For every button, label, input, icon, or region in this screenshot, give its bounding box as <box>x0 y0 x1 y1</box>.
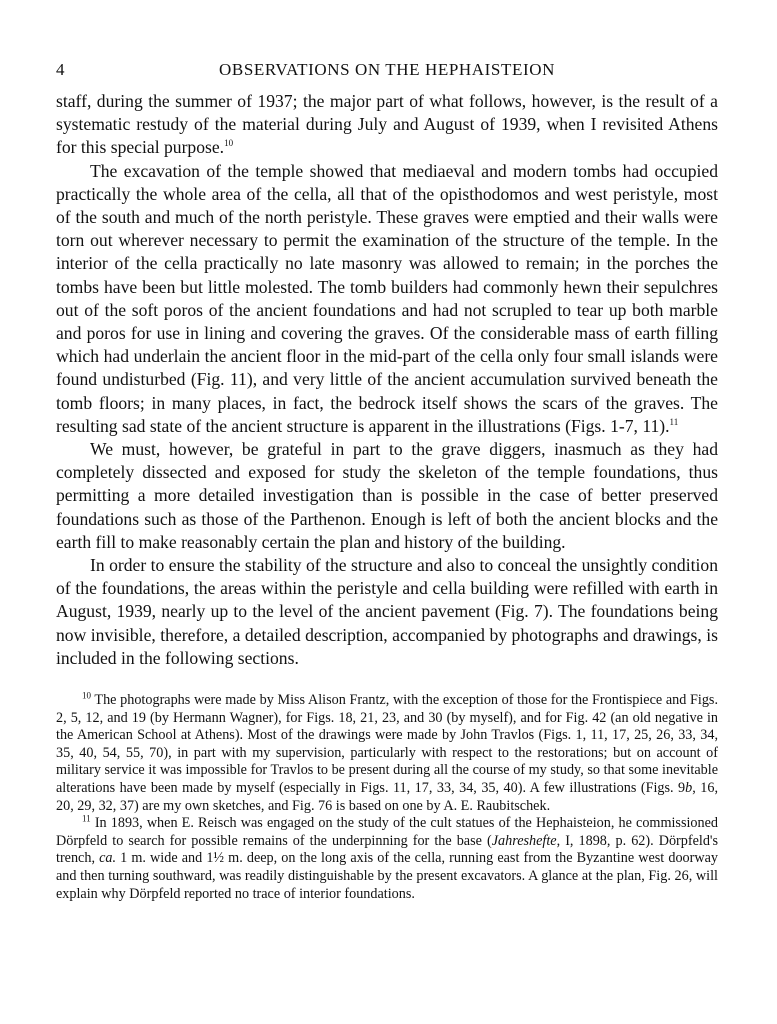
paragraph-4 <box>56 554 718 670</box>
footnote-10-italic: b <box>685 780 693 797</box>
page-number: 4 <box>56 60 66 79</box>
footnote-ref-11[interactable]: 11 <box>669 416 679 427</box>
footnote-11-text-cont: , I, 1898, p. 62). Dörpfeld's trench, <box>56 832 718 867</box>
paragraph-1 <box>56 90 718 160</box>
paragraph-2 <box>56 160 718 438</box>
running-head <box>56 60 718 90</box>
footnote-11-marker: 11 <box>82 813 91 824</box>
footnote-11-journal-title: Jahreshefte <box>491 832 557 849</box>
body-text <box>56 90 718 670</box>
footnote-ref-10[interactable]: 10 <box>224 138 234 149</box>
footnote-10 <box>56 692 718 815</box>
footnote-11-text-end: 1 m. wide and 1½ m. deep, on the long axis of the cella, running east from the Byzantine west doorway and then turning southward, was readily distinguishable by the present excavators. A glance at the plan, Fig. 26, will explain why Dörpfeld reported no trace of interior foundations. <box>56 850 718 902</box>
paragraph-3 <box>56 438 718 554</box>
running-title: OBSERVATIONS ON THE HEPHAISTEION <box>219 60 555 79</box>
page <box>56 60 718 903</box>
paragraph-1-text: staff, during the summer of 1937; the major part of what follows, however, is the result of a systematic restudy of the material during July and August of 1939, when I revisited Athens for this special purpose. <box>56 91 718 158</box>
paragraph-2-text: The excavation of the temple showed that mediaeval and modern tombs had occupied practically the whole area of the cella, all that of the opisthodomos and west peristyle, most of the south and much of the north peristyle. These graves were emptied and their walls were torn out wherever necessary to permit the examination of the structure of the temple. In the interior of the cella practically no late masonry was allowed to remain; in the porches the tombs have been but little molested. The tomb builders had commonly hewn their sepulchres out of the soft poros of the ancient foundations and had not scrupled to tear up both marble and poros for use in lining and covering the graves. Of the considerable mass of earth filling which had underlain the ancient floor in the mid-part of the cella only four small islands were found undisturbed (Fig. 11), and very little of the ancient accumulation survived beneath the tomb floors; in many places, in fact, the bedrock itself shows the scars of the graves. The resulting sad state of the ancient structure is apparent in the illustrations (Figs. 1-7, 11). <box>56 160 718 436</box>
paragraph-4-text: In order to ensure the stability of the structure and also to conceal the unsightly condition of the foundations, the areas within the peristyle and cella building were refilled with earth in August, 1939, nearly up to the level of the ancient pavement (Fig. 7). The foundations being now invisible, therefore, a detailed description, accompanied by photographs and drawings, is included in the following sections. <box>56 555 718 668</box>
footnote-10-text: The photographs were made by Miss Alison Frantz, with the exception of those for the Frontispiece and Figs. 2, 5, 12, and 19 (by Hermann Wagner), for Figs. 18, 21, 23, and 30 (by myself), and for Fig. 42 (an old negative in the American School at Athens). Most of the drawings were made by John Travlos (Figs. 1, 11, 17, 25, 26, 33, 34, 35, 40, 54, 55, 70), in part with my supervision, particularly with respect to the restorations; but on account of military service it was impossible for Travlos to be present during all the course of my study, so that some inevitable alterations have been made by myself (especially in Figs. 11, 17, 33, 34, 35, 40). A few illustrations (Figs. 9 <box>56 692 718 797</box>
footnote-10-marker: 10 <box>82 690 91 701</box>
footnote-11 <box>56 815 718 903</box>
footnote-11-text: In 1893, when E. Reisch was engaged on the study of the cult statues of the Hephaisteion, he commissioned Dörpfeld to search for possible remains of the underpinning for the base ( <box>56 815 718 849</box>
footnote-11-circa: ca. <box>99 850 117 867</box>
paragraph-3-text: We must, however, be grateful in part to the grave diggers, inasmuch as they had completely dissected and exposed for study the skeleton of the temple foundations, thus permitting a more detailed investigation than is possible in the case of better preserved foundations such as those of the Parthenon. Enough is left of both the ancient blocks and the earth fill to make reasonably certain the plan and history of the building. <box>56 439 718 552</box>
footnote-10-text-cont: , 16, 20, 29, 32, 37) are my own sketches, and Fig. 76 is based on one by A. E. Raubitschek. <box>56 780 719 814</box>
footnotes <box>56 692 718 903</box>
